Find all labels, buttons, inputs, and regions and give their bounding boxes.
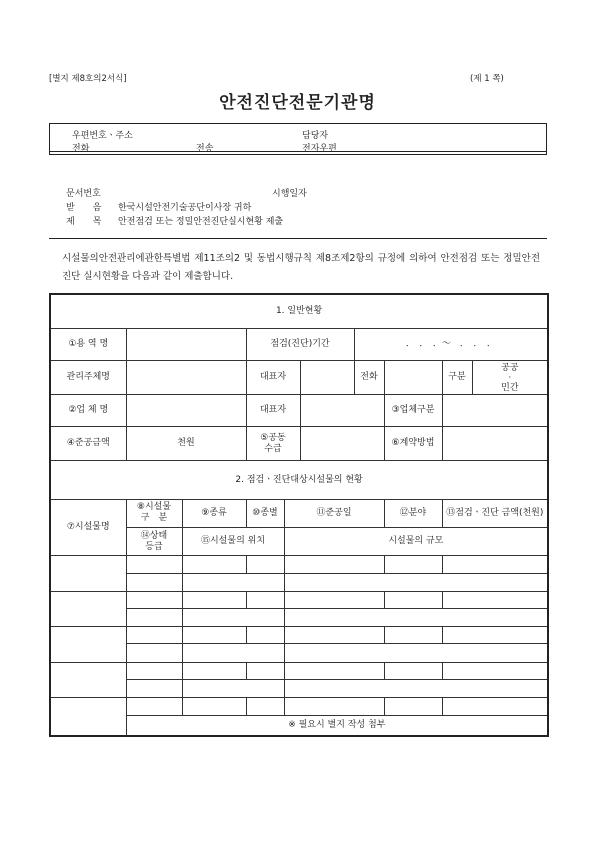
doc-number-label: 문서번호 (66, 189, 101, 199)
representative-value (300, 361, 354, 394)
kind-label: ⑨종류 (182, 499, 246, 527)
postal-address-label: 우편번호ㆍ주소 (72, 131, 133, 141)
mgmt-entity-value (126, 361, 246, 394)
service-name-value (126, 328, 246, 360)
company-name-label: ②업 체 명 (50, 394, 126, 426)
category-label: 구분 (442, 361, 472, 394)
phone-label: 전화 (72, 144, 90, 154)
facility-entry (50, 627, 126, 662)
facility-entry (50, 662, 126, 697)
fax-label: 전송 (196, 144, 214, 154)
joint-receipt-label: ⑤공동 수급 (246, 426, 300, 460)
facility-entry (50, 556, 126, 591)
footnote: ※ 필요시 별지 작성 첨부 (126, 716, 548, 736)
issue-date-label: 시행일자 (272, 189, 307, 199)
completion-date-label: ⑪준공일 (284, 499, 384, 527)
service-name-label: ①용 역 명 (50, 328, 126, 360)
company-name-value (126, 394, 246, 426)
facility-entry (50, 697, 126, 736)
completion-amount-unit: 천원 (126, 426, 246, 460)
divider (49, 238, 547, 239)
subject-label: 제 목 (66, 217, 102, 227)
representative2-label: 대표자 (246, 394, 300, 426)
inspection-amount-label: ⑬점검ㆍ진단 금액(천원) (442, 499, 548, 527)
contract-method-value (442, 426, 548, 460)
subject-value: 안전점검 또는 정밀안전진단실시현황 제출 (118, 217, 284, 227)
form-reference: [별지 제8호의2서식] (49, 74, 127, 84)
contact-person-label: 담당자 (302, 131, 329, 141)
contract-method-label: ⑥계약방법 (384, 426, 442, 460)
page-label: (제 1 쪽) (470, 74, 504, 84)
facility-entry (50, 591, 126, 626)
sender-info-box (49, 123, 547, 155)
mgmt-entity-label: 관리주체명 (50, 361, 126, 394)
period-label: 점검(진단)기간 (246, 328, 354, 360)
page-title: 안전진단전문기관명 (219, 93, 376, 113)
scale-label: 시설물의 규모 (284, 528, 548, 556)
joint-receipt-value (300, 426, 384, 460)
period-value: ． ． ．～ ． ． ． (354, 328, 548, 360)
public-private-value: 공공 · 민간 (472, 361, 548, 394)
representative-label: 대표자 (246, 361, 300, 394)
submission-paragraph: 시설물의안전관리에관한특별법 제11조의2 및 동법시행규칙 제8조제2항의 규정에 의하여 안전점검 또는 정밀안전진단 실시현황을 다음과 같이 제출합니다. (62, 253, 540, 282)
phone-value (384, 361, 442, 394)
report-table (49, 293, 549, 737)
representative2-value (300, 394, 384, 426)
facility-name-label: ⑦시설물명 (50, 499, 126, 556)
condition-grade-label: ⑭상태 등급 (126, 528, 182, 556)
email-label: 전자우편 (302, 144, 337, 154)
phone-label: 전화 (354, 361, 384, 394)
section1-heading: 1. 일반현황 (50, 294, 548, 328)
completion-amount-label: ④준공금액 (50, 426, 126, 460)
facility-class-label: ⑧시설물 구 분 (126, 499, 182, 527)
field-label: ⑫분야 (384, 499, 442, 527)
location-label: ⑮시설물의 위치 (182, 528, 284, 556)
company-type-label: ③업체구분 (384, 394, 442, 426)
company-type-value (442, 394, 548, 426)
recipient-value: 한국시설안전기술공단이사장 귀하 (118, 203, 252, 213)
recipient-label: 받 음 (66, 203, 102, 213)
grade-label: ⑩종별 (246, 499, 284, 527)
section2-heading: 2. 점검ㆍ진단대상시설물의 현황 (50, 461, 548, 499)
